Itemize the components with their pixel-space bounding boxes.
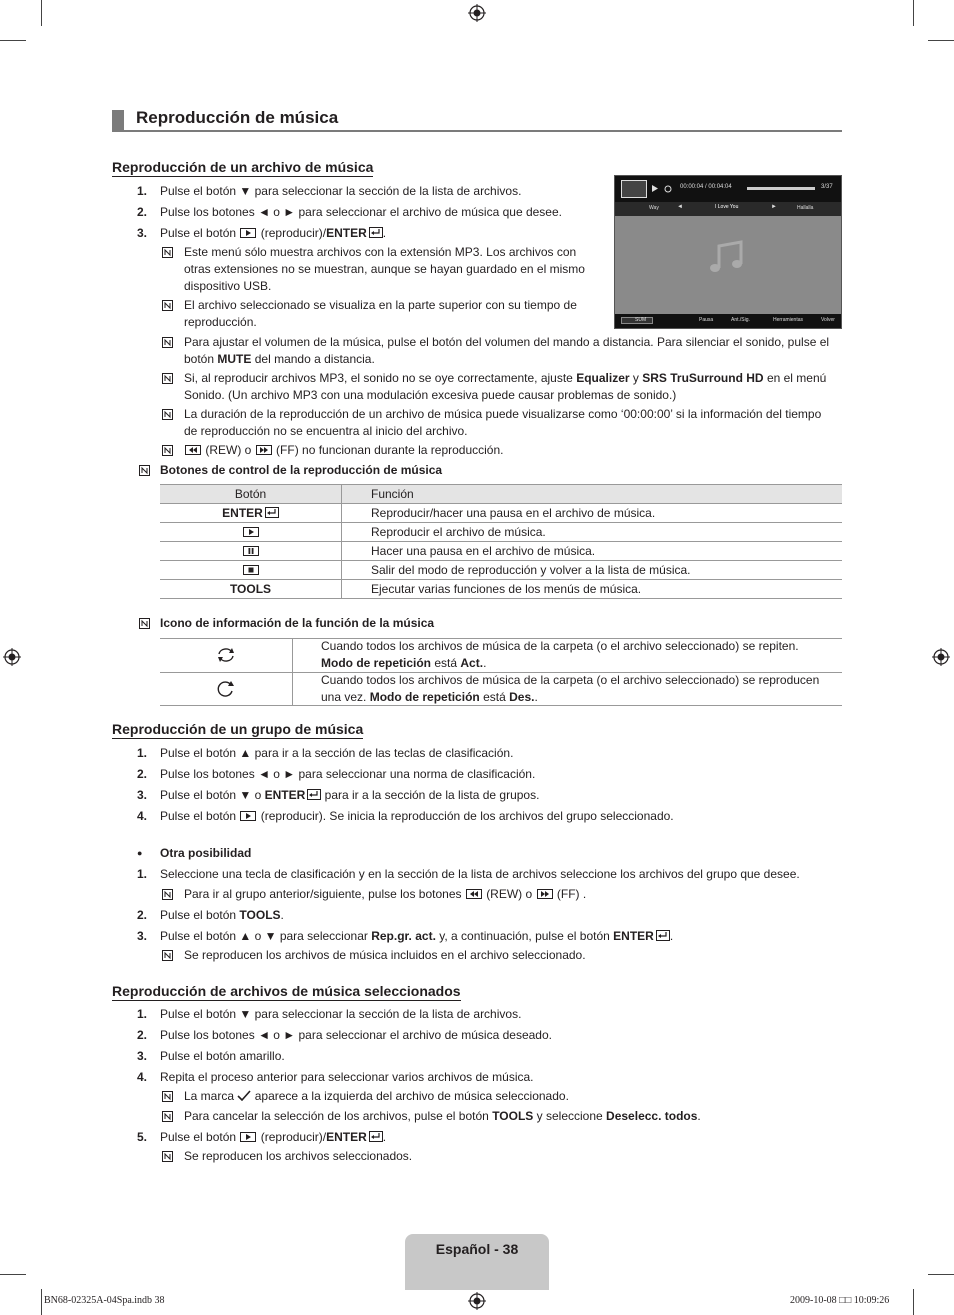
step-text: Pulse el botón (reproducir)/ENTER . — [160, 226, 387, 240]
step-number: 5. — [137, 1130, 148, 1144]
enter-icon — [656, 930, 670, 941]
album-thumb — [621, 180, 647, 198]
section-heading: Reproducción de un archivo de música — [112, 159, 374, 175]
note-text: Para ajustar el volumen de la música, pulse el botón del volumen del mando a distancia. Para silenciar el sonido, pulse el — [184, 335, 830, 349]
info-text: una vez. Modo de repetición está Des.. — [321, 690, 538, 704]
note-text: Si, al reproducir archivos MP3, el sonido no se oye correctamente, ajuste Equalizer y SRS TruSurround HD en el menú — [184, 371, 827, 385]
note-icon — [162, 950, 173, 961]
note-icon — [162, 337, 173, 348]
table-row — [160, 523, 842, 542]
progress-bar — [747, 187, 815, 190]
step-text: Pulse los botones ◄ o ► para seleccionar una norma de clasificación. — [160, 767, 536, 781]
right-arrow-icon: ► — [771, 204, 777, 210]
button-cell: TOOLS — [160, 580, 342, 599]
button-cell: ENTER — [160, 504, 342, 523]
note-icon — [162, 1151, 173, 1162]
note-text: La marca aparece a la izquierda del archivo de música seleccionado. — [184, 1089, 569, 1103]
play-button-icon — [240, 1132, 256, 1142]
note-text: Para ir al grupo anterior/siguiente, pulse los botones (REW) o (FF) . — [184, 887, 587, 901]
note-text: Se reproducen los archivos de música incluidos en el archivo seleccionado. — [184, 948, 586, 962]
play-time: 00:00:04 / 00:04:04 — [680, 184, 732, 190]
note-icon — [139, 618, 150, 629]
enter-icon — [307, 789, 321, 800]
step-number: 3. — [137, 226, 148, 240]
step-text: Pulse el botón amarillo. — [160, 1049, 285, 1063]
crop-mark — [41, 1289, 42, 1315]
step-number: 2. — [137, 205, 148, 219]
next-track: Hallalla — [797, 205, 814, 211]
step-text: Pulse el botón (reproducir). Se inicia la reproducción de los archivos del grupo seleccionado. — [160, 809, 674, 823]
table-row — [160, 542, 842, 561]
note-icon — [162, 373, 173, 384]
crop-mark — [928, 40, 954, 41]
function-cell: Reproducir/hacer una pausa en el archivo de música. — [342, 504, 843, 523]
section-heading: Reproducción de archivos de música seleccionados — [112, 983, 461, 999]
step-number: 2. — [137, 1028, 148, 1042]
ff-button-icon — [256, 445, 272, 455]
controls-title: Botones de control de la reproducción de música — [160, 463, 443, 477]
step-text: Pulse los botones ◄ o ► para seleccionar el archivo de música que desee. — [160, 205, 562, 219]
device-label: SUM — [635, 317, 647, 323]
note-text: Sonido. (Un archivo MP3 con una modulación excesiva puede causar problemas de sonido.) — [184, 388, 677, 402]
step-number: 3. — [137, 788, 148, 802]
column-header: Botón — [160, 485, 342, 504]
music-note-icon — [705, 236, 749, 280]
button-cell — [160, 542, 342, 561]
function-cell: Salir del modo de reproducción y volver a la lista de música. — [342, 561, 843, 580]
note-text: botón MUTE del mando a distancia. — [184, 352, 375, 366]
music-player-screenshot — [614, 175, 842, 329]
step-number: 2. — [137, 908, 148, 922]
crop-mark — [928, 1274, 954, 1275]
note-icon — [162, 1091, 173, 1102]
page-title: Reproducción de música — [136, 108, 339, 127]
enter-icon — [265, 507, 279, 518]
info-text: Cuando todos los archivos de música de la carpeta (o el archivo seleccionado) se reproducen — [321, 673, 820, 687]
step-text: Pulse el botón (reproducir)/ENTER . — [160, 1130, 387, 1144]
enter-icon — [369, 227, 383, 238]
info-text: Modo de repetición está Act.. — [321, 656, 487, 670]
note-icon — [162, 889, 173, 900]
table-row — [160, 580, 842, 599]
play-icon — [651, 184, 659, 193]
registration-mark-icon — [468, 4, 486, 22]
note-text: reproducción. — [184, 315, 257, 329]
back-hint: Volver — [821, 317, 835, 323]
table-header-row — [160, 485, 842, 504]
function-cell: Ejecutar varias funciones de los menús de música. — [342, 580, 843, 599]
button-cell — [160, 523, 342, 542]
column-header: Función — [342, 485, 843, 504]
function-cell: Reproducir el archivo de música. — [342, 523, 843, 542]
imprint-file: BN68-02325A-04Spa.indb 38 — [44, 1295, 165, 1306]
pause-button-icon — [243, 546, 259, 556]
crop-mark — [913, 1289, 914, 1315]
page-number: Español - 38 — [435, 1241, 519, 1257]
pause-hint: Pausa — [699, 317, 714, 323]
info-text: Cuando todos los archivos de música de la carpeta (o el archivo seleccionado) se repiten. — [321, 639, 799, 653]
crop-mark — [41, 0, 42, 26]
play-button-icon — [240, 811, 256, 821]
step-text: Pulse el botón ▼ para seleccionar la sección de la lista de archivos. — [160, 1007, 522, 1021]
step-text: Pulse el botón ▲ o ▼ para seleccionar Rep.gr. act. y, a continuación, pulse el botón ENTER . — [160, 929, 674, 943]
note-text: dispositivo USB. — [184, 279, 272, 293]
crop-mark — [0, 40, 26, 41]
step-number: 1. — [137, 867, 148, 881]
note-text: Se reproducen los archivos seleccionados. — [184, 1149, 413, 1163]
registration-mark-icon — [932, 648, 950, 666]
registration-mark-icon — [3, 648, 21, 666]
play-button-icon — [243, 527, 259, 537]
table-row — [160, 504, 842, 523]
checkmark-icon — [237, 1090, 251, 1101]
bullet: ● — [137, 848, 143, 858]
prevnext-hint: Ant./Sig. — [731, 317, 750, 323]
track-count: 3/37 — [821, 184, 833, 190]
table-rule — [292, 638, 293, 705]
info-icons-title: Icono de información de la función de la música — [160, 616, 435, 630]
note-text: El archivo seleccionado se visualiza en la parte superior con su tiempo de — [184, 298, 577, 312]
function-cell: Hacer una pausa en el archivo de música. — [342, 542, 843, 561]
current-track: I Love You — [715, 204, 739, 210]
note-icon — [162, 247, 173, 258]
note-icon — [162, 445, 173, 456]
crop-mark — [913, 0, 914, 26]
step-text: Repita el proceso anterior para seleccionar varios archivos de música. — [160, 1070, 534, 1084]
step-text: Pulse el botón ▲ para ir a la sección de las teclas de clasificación. — [160, 746, 514, 760]
enter-icon — [369, 1131, 383, 1142]
crop-mark — [0, 1274, 26, 1275]
ff-button-icon — [537, 889, 553, 899]
step-text: Pulse el botón ▼ para seleccionar la sección de la lista de archivos. — [160, 184, 522, 198]
left-arrow-icon: ◄ — [677, 204, 683, 210]
registration-mark-icon — [468, 1292, 486, 1310]
section-heading: Reproducción de un grupo de música — [112, 721, 364, 737]
note-text: de reproducción no se encuentra al inicio del archivo. — [184, 424, 468, 438]
note-icon — [162, 300, 173, 311]
note-icon — [162, 1111, 173, 1122]
step-number: 2. — [137, 767, 148, 781]
repeat-icon — [663, 184, 673, 194]
note-text: Para cancelar la selección de los archivos, pulse el botón TOOLS y seleccione Deselecc. todos. — [184, 1109, 701, 1123]
imprint-date: 2009-10-08 □□ 10:09:26 — [790, 1295, 890, 1306]
table-row — [160, 561, 842, 580]
note-icon — [139, 465, 150, 476]
step-text: Pulse los botones ◄ o ► para seleccionar el archivo de música deseado. — [160, 1028, 552, 1042]
note-icon — [162, 409, 173, 420]
button-cell — [160, 561, 342, 580]
title-rule — [112, 130, 842, 132]
note-text: (REW) o (FF) no funcionan durante la reproducción. — [184, 442, 504, 459]
stop-button-icon — [243, 565, 259, 575]
step-text: Seleccione una tecla de clasificación y en la sección de la lista de archivos seleccione los archivos del grupo que desee. — [160, 867, 800, 881]
play-button-icon — [240, 228, 256, 238]
prev-track: Way — [649, 205, 659, 211]
note-text: Este menú sólo muestra archivos con la extensión MP3. Los archivos con — [184, 245, 577, 259]
tools-hint: Herramientas — [773, 317, 804, 323]
step-number: 1. — [137, 1007, 148, 1021]
repeat-all-icon — [216, 646, 236, 664]
title-bar-accent — [112, 110, 124, 131]
rew-button-icon — [466, 889, 482, 899]
step-number: 4. — [137, 1070, 148, 1084]
step-number: 1. — [137, 184, 148, 198]
step-text: Pulse el botón ▼ o ENTER para ir a la sección de la lista de grupos. — [160, 788, 540, 802]
step-number: 1. — [137, 746, 148, 760]
controls-table — [160, 484, 842, 599]
step-number: 3. — [137, 1049, 148, 1063]
note-text: otras extensiones no se muestran, aunque se hayan guardado en el mismo — [184, 262, 585, 276]
subheading: Otra posibilidad — [160, 846, 252, 860]
note-text: La duración de la reproducción de un archivo de música puede visualizarse como ‘00:00:00’ si la información del tiempo — [184, 407, 822, 421]
step-number: 4. — [137, 809, 148, 823]
step-number: 3. — [137, 929, 148, 943]
rew-button-icon — [185, 445, 201, 455]
repeat-once-icon — [216, 680, 236, 698]
step-text: Pulse el botón TOOLS. — [160, 908, 284, 922]
